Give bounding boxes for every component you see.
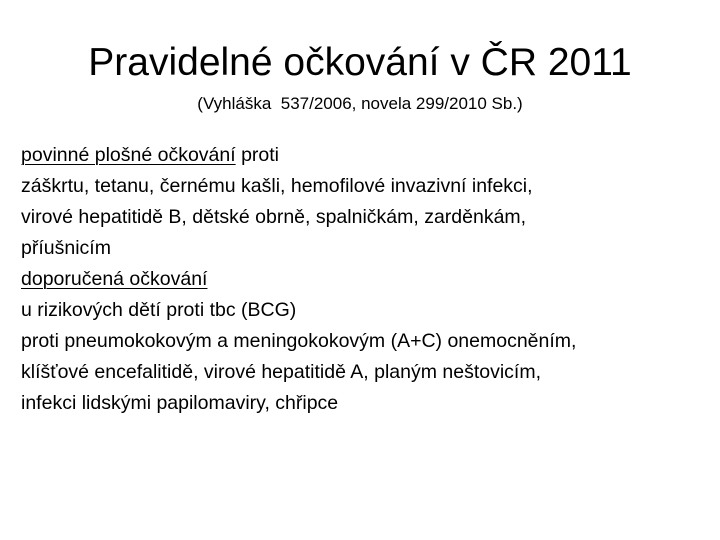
mandatory-vaccination-heading-line	[21, 140, 716, 171]
mandatory-vaccination-heading-suffix: proti	[235, 144, 280, 166]
mandatory-vaccination-line: virové hepatitidě B, dětské obrně, spalničkám, zarděnkám,	[21, 206, 527, 228]
slide-subtitle: (Vyhláška 537/2006, novela 299/2010 Sb.)	[197, 94, 523, 113]
recommended-vaccination-line: proti pneumokokovým a meningokokovým (A+C) onemocněním,	[21, 330, 577, 352]
recommended-vaccination-line: u rizikových dětí proti tbc (BCG)	[21, 299, 297, 321]
mandatory-vaccination-heading: povinné plošné očkování	[21, 144, 236, 166]
recommended-vaccination-line: klíšťové encefalitidě, virové hepatitidě A, planým neštovicím,	[21, 361, 541, 383]
slide-title: Pravidelné očkování v ČR 2011	[88, 41, 632, 84]
mandatory-vaccination-line: záškrtu, tetanu, černému kašli, hemofilové invazivní infekci,	[21, 175, 533, 197]
recommended-vaccination-heading: doporučená očkování	[21, 268, 208, 290]
mandatory-vaccination-line: příušnicím	[21, 237, 111, 259]
recommended-vaccination-line: infekci lidskými papilomaviry, chřipce	[21, 392, 339, 414]
recommended-vaccination-heading-line	[21, 264, 716, 295]
slide-body	[21, 140, 716, 419]
